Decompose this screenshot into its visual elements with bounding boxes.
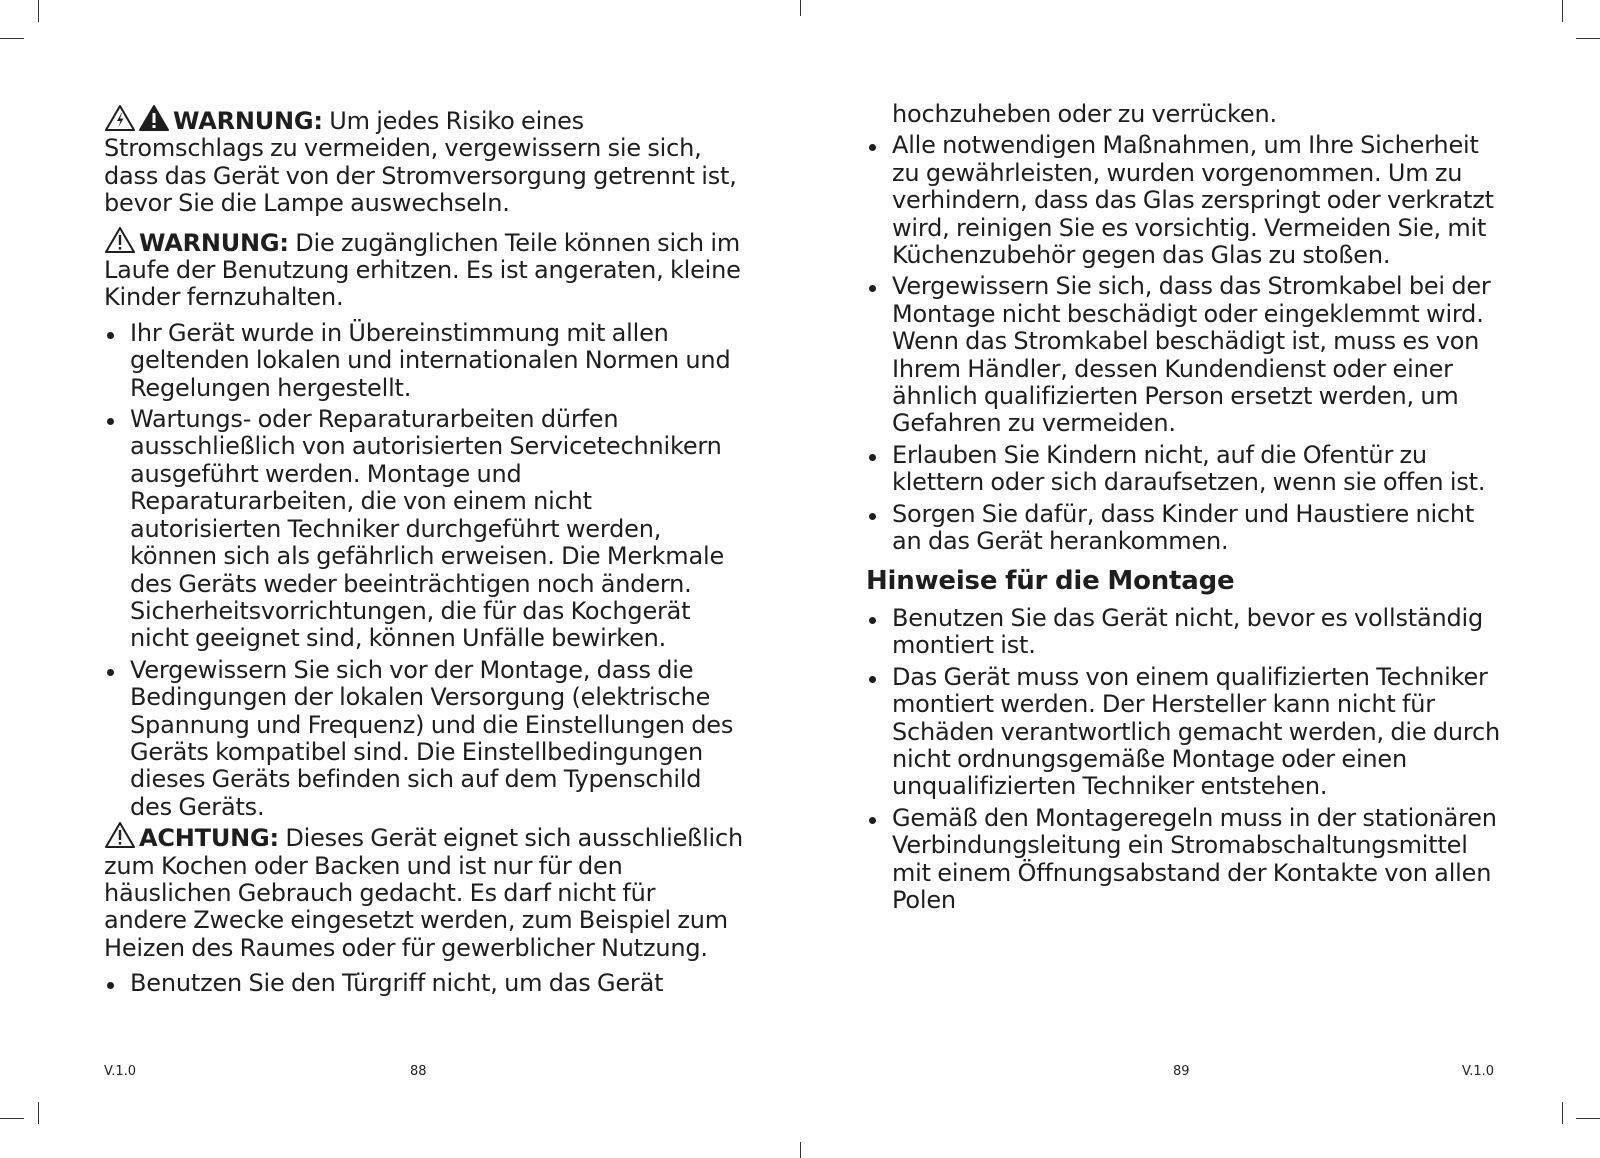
crop-mark [0,1118,24,1119]
footer-version: V.1.0 [104,1064,137,1079]
list-item: Benutzen Sie den Türgriff nicht, um das Gerät [104,970,744,997]
bullet-continuation: hochzuheben oder zu verrücken. [892,100,1277,128]
crop-mark [1562,1102,1563,1124]
warning-text: Um jedes Risiko eines Stromschlags zu vermeiden, vergewissern sie sich, dass das Gerät von der Stromversorgung getrennt ist, bevor Sie die Lampe auswechseln. [104,107,737,218]
list-item: Vergewissern Sie sich, dass das Stromkabel bei der Montage nicht beschädigt oder eingeklemmt wird. Wenn das Stromkabel beschädigt ist, muss es von Ihrem Händler, dessen Kundendienst oder einer ähnlich qualifizierten Person ersetzt werden, um Gefahren zu vermeiden. [866,273,1506,437]
list-item: Wartungs- oder Reparaturarbeiten dürfen ausschließlich von autorisierten Servicetechnikern ausgeführt werden. Montage und Reparaturarbeiten, die von einem nicht autorisierten Techniker durchgeführt werden, können sich als gefährlich erweisen. Die Merkmale des Geräts weder beeinträchtigen noch ändern. Sicherheitsvorrichtungen, die für das Kochgerät nicht geeignet sind, können Unfälle bewirken. [104,406,744,653]
safety-bullet-list [104,320,744,821]
warning-outline-icon [104,821,136,849]
right-page [866,101,1506,920]
left-page [104,104,744,1004]
page-number: 88 [410,1064,427,1079]
list-item: Benutzen Sie das Gerät nicht, bevor es vollständig montiert ist. [866,605,1506,660]
list-item: Alle notwendigen Maßnahmen, um Ihre Sicherheit zu gewährleisten, wurden vorgenommen. Um zu verhindern, dass das Glas zerspringt oder verkratzt wird, reinigen Sie es vorsichtig. Vermeiden Sie, mit Küchenzubehör gegen das Glas zu stoßen. [866,132,1506,269]
safety-bullet-list [866,132,1506,555]
crop-mark [1576,38,1600,39]
crop-mark [38,0,39,22]
electric-hazard-icon [104,104,136,132]
footer-version: V.1.0 [1462,1064,1495,1079]
warning-text: Die zugänglichen Teile können sich im Laufe der Benutzung erhitzen. Es ist angeraten, kleine Kinder fernzuhalten. [104,228,741,312]
caution-text: Dieses Gerät eignet sich ausschließlich zum Kochen oder Backen und ist nur für den häuslichen Gebrauch gedacht. Es darf nicht für andere Zwecke eingesetzt werden, zum Beispiel zum Heizen des Raumes oder für gewerblicher Nutzung. [104,824,744,962]
warning-icons [104,104,170,132]
crop-mark [1562,0,1563,22]
section-heading: Hinweise für die Montage [866,565,1235,596]
crop-mark [0,38,24,39]
montage-bullet-list [866,605,1506,914]
warning-filled-icon [138,104,170,132]
list-item: Sorgen Sie dafür, dass Kinder und Haustiere nicht an das Gerät herankommen. [866,501,1506,556]
warning-icons [104,226,136,254]
crop-mark [1576,1118,1600,1119]
warning-hot-surfaces [104,226,744,312]
warning-outline-icon [104,226,136,254]
list-item: Vergewissern Sie sich vor der Montage, dass die Bedingungen der lokalen Versorgung (elektrische Spannung und Frequenz) und die Einstellungen des Geräts kompatibel sind. Die Einstellbedingungen dieses Geräts befinden sich auf dem Typenschild des Geräts. [104,657,744,821]
list-item: Das Gerät muss von einem qualifizierten Techniker montiert werden. Der Hersteller kann nicht für Schäden verantwortlich gemacht werden, die durch nicht ordnungsgemäße Montage oder einen unqualifizierten Techniker entstehen. [866,664,1506,801]
warning-label: WARNUNG: [139,228,289,257]
warning-icons [104,821,136,849]
safety-bullet-list [104,970,744,997]
caution-notice [104,821,744,962]
list-item: Erlauben Sie Kindern nicht, auf die Ofentür zu klettern oder sich daraufsetzen, wenn sie offen ist. [866,442,1506,497]
warning-label: WARNUNG: [173,107,323,135]
crop-mark [38,1102,39,1124]
crop-mark [800,0,801,16]
crop-mark [800,1142,801,1158]
list-item: Ihr Gerät wurde in Übereinstimmung mit allen geltenden lokalen und internationalen Normen und Regelungen hergestellt. [104,320,744,402]
warning-electric-shock [104,104,744,218]
list-item: Gemäß den Montageregeln muss in der stationären Verbindungsleitung ein Stromabschaltungsmittel mit einem Öffnungsabstand der Kontakte von allen Polen [866,805,1506,915]
page-number: 89 [1173,1064,1190,1079]
caution-label: ACHTUNG: [139,824,279,853]
